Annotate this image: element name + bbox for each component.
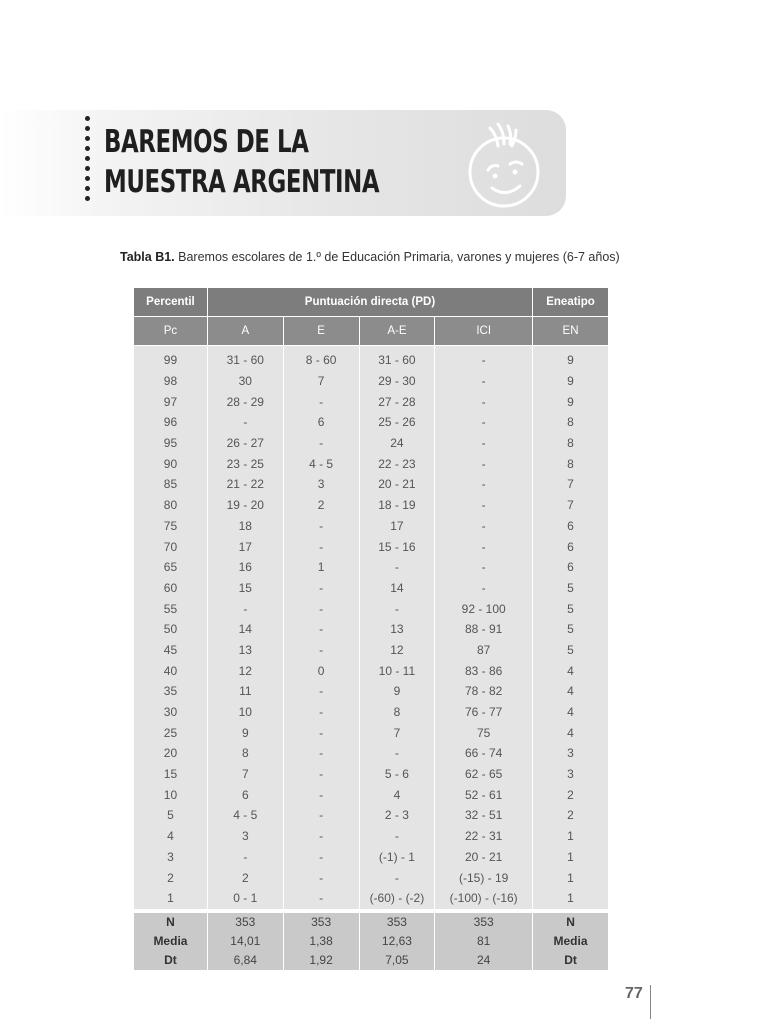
stats-label: Dt	[533, 951, 609, 970]
table-cell: 29 - 30	[359, 371, 435, 392]
table-cell: 11	[207, 681, 283, 702]
table-cell: -	[435, 536, 533, 557]
table-cell: -	[435, 474, 533, 495]
table-cell: -	[283, 702, 359, 723]
table-cell: 45	[134, 640, 208, 661]
column-header-e: E	[283, 317, 359, 346]
table-cell: 3	[533, 743, 609, 764]
table-row	[134, 847, 609, 868]
table-cell: 12	[207, 660, 283, 681]
table-row	[134, 681, 609, 702]
table-cell: 85	[134, 474, 208, 495]
table-cell: -	[359, 826, 435, 847]
table-cell: 7	[207, 764, 283, 785]
table-cell: 40	[134, 660, 208, 681]
table-cell: -	[283, 619, 359, 640]
table-cell: 3	[283, 474, 359, 495]
table-cell: 2	[283, 495, 359, 516]
table-cell: 70	[134, 536, 208, 557]
table-cell: 8	[533, 412, 609, 433]
stats-value: 353	[435, 911, 533, 932]
table-row	[134, 784, 609, 805]
table-cell: 10	[134, 784, 208, 805]
table-row	[134, 516, 609, 537]
stats-value: 1,38	[283, 932, 359, 951]
table-cell: 4 - 5	[207, 805, 283, 826]
table-cell: 7	[283, 371, 359, 392]
table-cell: 52 - 61	[435, 784, 533, 805]
table-cell: 1	[533, 826, 609, 847]
table-cell: 1	[533, 847, 609, 868]
page-number-rule	[650, 985, 651, 1019]
table-cell: 17	[359, 516, 435, 537]
table-caption	[120, 250, 620, 264]
table-cell: -	[283, 516, 359, 537]
stats-row	[134, 911, 609, 932]
column-header-en: EN	[533, 317, 609, 346]
table-cell: -	[435, 557, 533, 578]
table-cell: -	[283, 805, 359, 826]
table-cell: -	[435, 391, 533, 412]
table-cell: 20 - 21	[359, 474, 435, 495]
table-cell: 18	[207, 516, 283, 537]
table-cell: 18 - 19	[359, 495, 435, 516]
table-cell: 62 - 65	[435, 764, 533, 785]
stats-label: Media	[134, 932, 208, 951]
table-cell: 0 - 1	[207, 888, 283, 911]
stats-label: N	[533, 911, 609, 932]
table-row	[134, 722, 609, 743]
table-cell: 90	[134, 453, 208, 474]
table-cell: 5	[533, 640, 609, 661]
table-cell: -	[435, 516, 533, 537]
table-cell: 20 - 21	[435, 847, 533, 868]
table-cell: 60	[134, 578, 208, 599]
table-cell: 2	[207, 867, 283, 888]
section-title-line-2: MUESTRA ARGENTINA	[104, 164, 380, 200]
table-cell: 9	[207, 722, 283, 743]
baremos-table	[133, 287, 609, 970]
table-cell: 8	[533, 453, 609, 474]
stats-value: 6,84	[207, 951, 283, 970]
table-row	[134, 474, 609, 495]
table-cell: 3	[207, 826, 283, 847]
stats-value: 353	[359, 911, 435, 932]
table-cell: 5 - 6	[359, 764, 435, 785]
table-cell: 30	[207, 371, 283, 392]
table-cell: -	[207, 412, 283, 433]
table-cell: 4	[533, 722, 609, 743]
section-title-line-1: BAREMOS DE LA	[104, 124, 309, 160]
header-eneatipo: Eneatipo	[533, 288, 609, 317]
table-cell: 3	[533, 764, 609, 785]
table-cell: 0	[283, 660, 359, 681]
table-cell: 7	[533, 474, 609, 495]
table-cell: -	[359, 867, 435, 888]
table-cell: 14	[359, 578, 435, 599]
table-cell: 8	[207, 743, 283, 764]
stats-label: Dt	[134, 951, 208, 970]
stats-label: Media	[533, 932, 609, 951]
table-cell: 20	[134, 743, 208, 764]
table-cell: 6	[533, 516, 609, 537]
table-cell: 8	[533, 433, 609, 454]
table-cell: 10 - 11	[359, 660, 435, 681]
table-cell: -	[283, 764, 359, 785]
caption-label: Tabla B1.	[120, 250, 175, 264]
table-cell: 87	[435, 640, 533, 661]
table-cell: 30	[134, 702, 208, 723]
table-cell: -	[359, 557, 435, 578]
table-cell: -	[283, 640, 359, 661]
table-cell: 22 - 31	[435, 826, 533, 847]
table-cell: 31 - 60	[207, 346, 283, 371]
table-row	[134, 371, 609, 392]
stats-value: 353	[283, 911, 359, 932]
table-cell: 9	[533, 371, 609, 392]
table-cell: -	[283, 784, 359, 805]
table-cell: -	[283, 578, 359, 599]
table-cell: (-1) - 1	[359, 847, 435, 868]
table-cell: 6	[283, 412, 359, 433]
table-cell: 14	[207, 619, 283, 640]
table-row	[134, 536, 609, 557]
table-cell: 23 - 25	[207, 453, 283, 474]
table-cell: -	[435, 412, 533, 433]
table-cell: 78 - 82	[435, 681, 533, 702]
table-cell: 4	[533, 660, 609, 681]
table-row	[134, 805, 609, 826]
stats-value: 24	[435, 951, 533, 970]
table-cell: 3	[134, 847, 208, 868]
table-cell: -	[283, 743, 359, 764]
page-number: 77	[625, 985, 643, 1002]
table-cell: 9	[533, 391, 609, 412]
column-header-a: A	[207, 317, 283, 346]
table-cell: 92 - 100	[435, 598, 533, 619]
bullet-dots	[84, 116, 92, 212]
table-cell: 6	[533, 536, 609, 557]
table-row	[134, 412, 609, 433]
table-cell: 22 - 23	[359, 453, 435, 474]
table-cell: 4	[134, 826, 208, 847]
table-cell: 1	[283, 557, 359, 578]
table-cell: 96	[134, 412, 208, 433]
header-percentil: Percentil	[134, 288, 208, 317]
stats-value: 81	[435, 932, 533, 951]
table-cell: 66 - 74	[435, 743, 533, 764]
table-cell: 2	[533, 805, 609, 826]
table-cell: 32 - 51	[435, 805, 533, 826]
table-cell: 1	[134, 888, 208, 911]
table-row	[134, 433, 609, 454]
table-cell: 16	[207, 557, 283, 578]
table-cell: -	[283, 847, 359, 868]
table-cell: 4 - 5	[283, 453, 359, 474]
table-cell: 2	[533, 784, 609, 805]
table-cell: 76 - 77	[435, 702, 533, 723]
table-cell: 25 - 26	[359, 412, 435, 433]
table-cell: 6	[207, 784, 283, 805]
table-row	[134, 640, 609, 661]
table-cell: -	[283, 536, 359, 557]
table-row	[134, 619, 609, 640]
table-cell: -	[435, 453, 533, 474]
caption-text: Baremos escolares de 1.º de Educación Primaria, varones y mujeres (6-7 años)	[174, 250, 620, 264]
table-cell: (-15) - 19	[435, 867, 533, 888]
table-cell: 88 - 91	[435, 619, 533, 640]
table-cell: 26 - 27	[207, 433, 283, 454]
table-cell: 7	[533, 495, 609, 516]
stats-value: 12,63	[359, 932, 435, 951]
table-row	[134, 867, 609, 888]
table-cell: 9	[533, 346, 609, 371]
table-cell: 5	[533, 619, 609, 640]
table-cell: 50	[134, 619, 208, 640]
table-cell: 15	[134, 764, 208, 785]
header-puntuacion-directa: Puntuación directa (PD)	[207, 288, 532, 317]
table-cell: -	[283, 867, 359, 888]
table-cell: 75	[134, 516, 208, 537]
table-cell: 2 - 3	[359, 805, 435, 826]
table-cell: 13	[359, 619, 435, 640]
table-cell: 1	[533, 888, 609, 911]
table-cell: -	[283, 391, 359, 412]
stats-value: 1,92	[283, 951, 359, 970]
table-cell: 9	[359, 681, 435, 702]
table-row	[134, 743, 609, 764]
table-cell: -	[283, 598, 359, 619]
table-cell: -	[435, 346, 533, 371]
table-cell: -	[435, 433, 533, 454]
table-cell: -	[283, 888, 359, 911]
table-row	[134, 557, 609, 578]
smiley-face-icon	[464, 118, 550, 214]
table-cell: 95	[134, 433, 208, 454]
table-cell: 31 - 60	[359, 346, 435, 371]
table-cell: 7	[359, 722, 435, 743]
table-cell: 8	[359, 702, 435, 723]
table-row	[134, 391, 609, 412]
table-cell: -	[435, 578, 533, 599]
table-cell: 35	[134, 681, 208, 702]
table-cell: 27 - 28	[359, 391, 435, 412]
stats-value: 7,05	[359, 951, 435, 970]
table-cell: 99	[134, 346, 208, 371]
table-cell: -	[207, 847, 283, 868]
table-cell: 6	[533, 557, 609, 578]
table-cell: 25	[134, 722, 208, 743]
table-cell: (-60) - (-2)	[359, 888, 435, 911]
table-cell: (-100) - (-16)	[435, 888, 533, 911]
table-row	[134, 826, 609, 847]
table-cell: 75	[435, 722, 533, 743]
stats-label: N	[134, 911, 208, 932]
table-row	[134, 598, 609, 619]
table-row	[134, 578, 609, 599]
table-cell: 97	[134, 391, 208, 412]
table-cell: 5	[533, 578, 609, 599]
table-row	[134, 495, 609, 516]
stats-row	[134, 951, 609, 970]
table-cell: 5	[533, 598, 609, 619]
table-cell: 5	[134, 805, 208, 826]
table-cell: 24	[359, 433, 435, 454]
table-cell: 65	[134, 557, 208, 578]
table-cell: 98	[134, 371, 208, 392]
table-cell: 12	[359, 640, 435, 661]
table-row	[134, 346, 609, 371]
table-row	[134, 888, 609, 911]
table-cell: -	[359, 598, 435, 619]
column-header-a-e: A-E	[359, 317, 435, 346]
table-cell: 80	[134, 495, 208, 516]
table-cell: 17	[207, 536, 283, 557]
column-header-ici: ICI	[435, 317, 533, 346]
table-cell: -	[435, 371, 533, 392]
stats-value: 14,01	[207, 932, 283, 951]
table-cell: 83 - 86	[435, 660, 533, 681]
table-row	[134, 660, 609, 681]
table-cell: -	[435, 495, 533, 516]
table-cell: 13	[207, 640, 283, 661]
table-cell: -	[283, 722, 359, 743]
table-cell: -	[283, 826, 359, 847]
table-cell: 4	[359, 784, 435, 805]
table-cell: 19 - 20	[207, 495, 283, 516]
table-cell: 10	[207, 702, 283, 723]
table-row	[134, 453, 609, 474]
column-header-pc: Pc	[134, 317, 208, 346]
table-cell: 8 - 60	[283, 346, 359, 371]
table-cell: 4	[533, 702, 609, 723]
table-cell: -	[207, 598, 283, 619]
table-row	[134, 764, 609, 785]
table-cell: 28 - 29	[207, 391, 283, 412]
table-row	[134, 702, 609, 723]
table-cell: 2	[134, 867, 208, 888]
table-cell: 4	[533, 681, 609, 702]
stats-row	[134, 932, 609, 951]
table-cell: -	[283, 681, 359, 702]
table-cell: 21 - 22	[207, 474, 283, 495]
stats-value: 353	[207, 911, 283, 932]
table-cell: 15	[207, 578, 283, 599]
table-cell: 15 - 16	[359, 536, 435, 557]
table-cell: 1	[533, 867, 609, 888]
table-cell: -	[359, 743, 435, 764]
table-cell: -	[283, 433, 359, 454]
table-cell: 55	[134, 598, 208, 619]
